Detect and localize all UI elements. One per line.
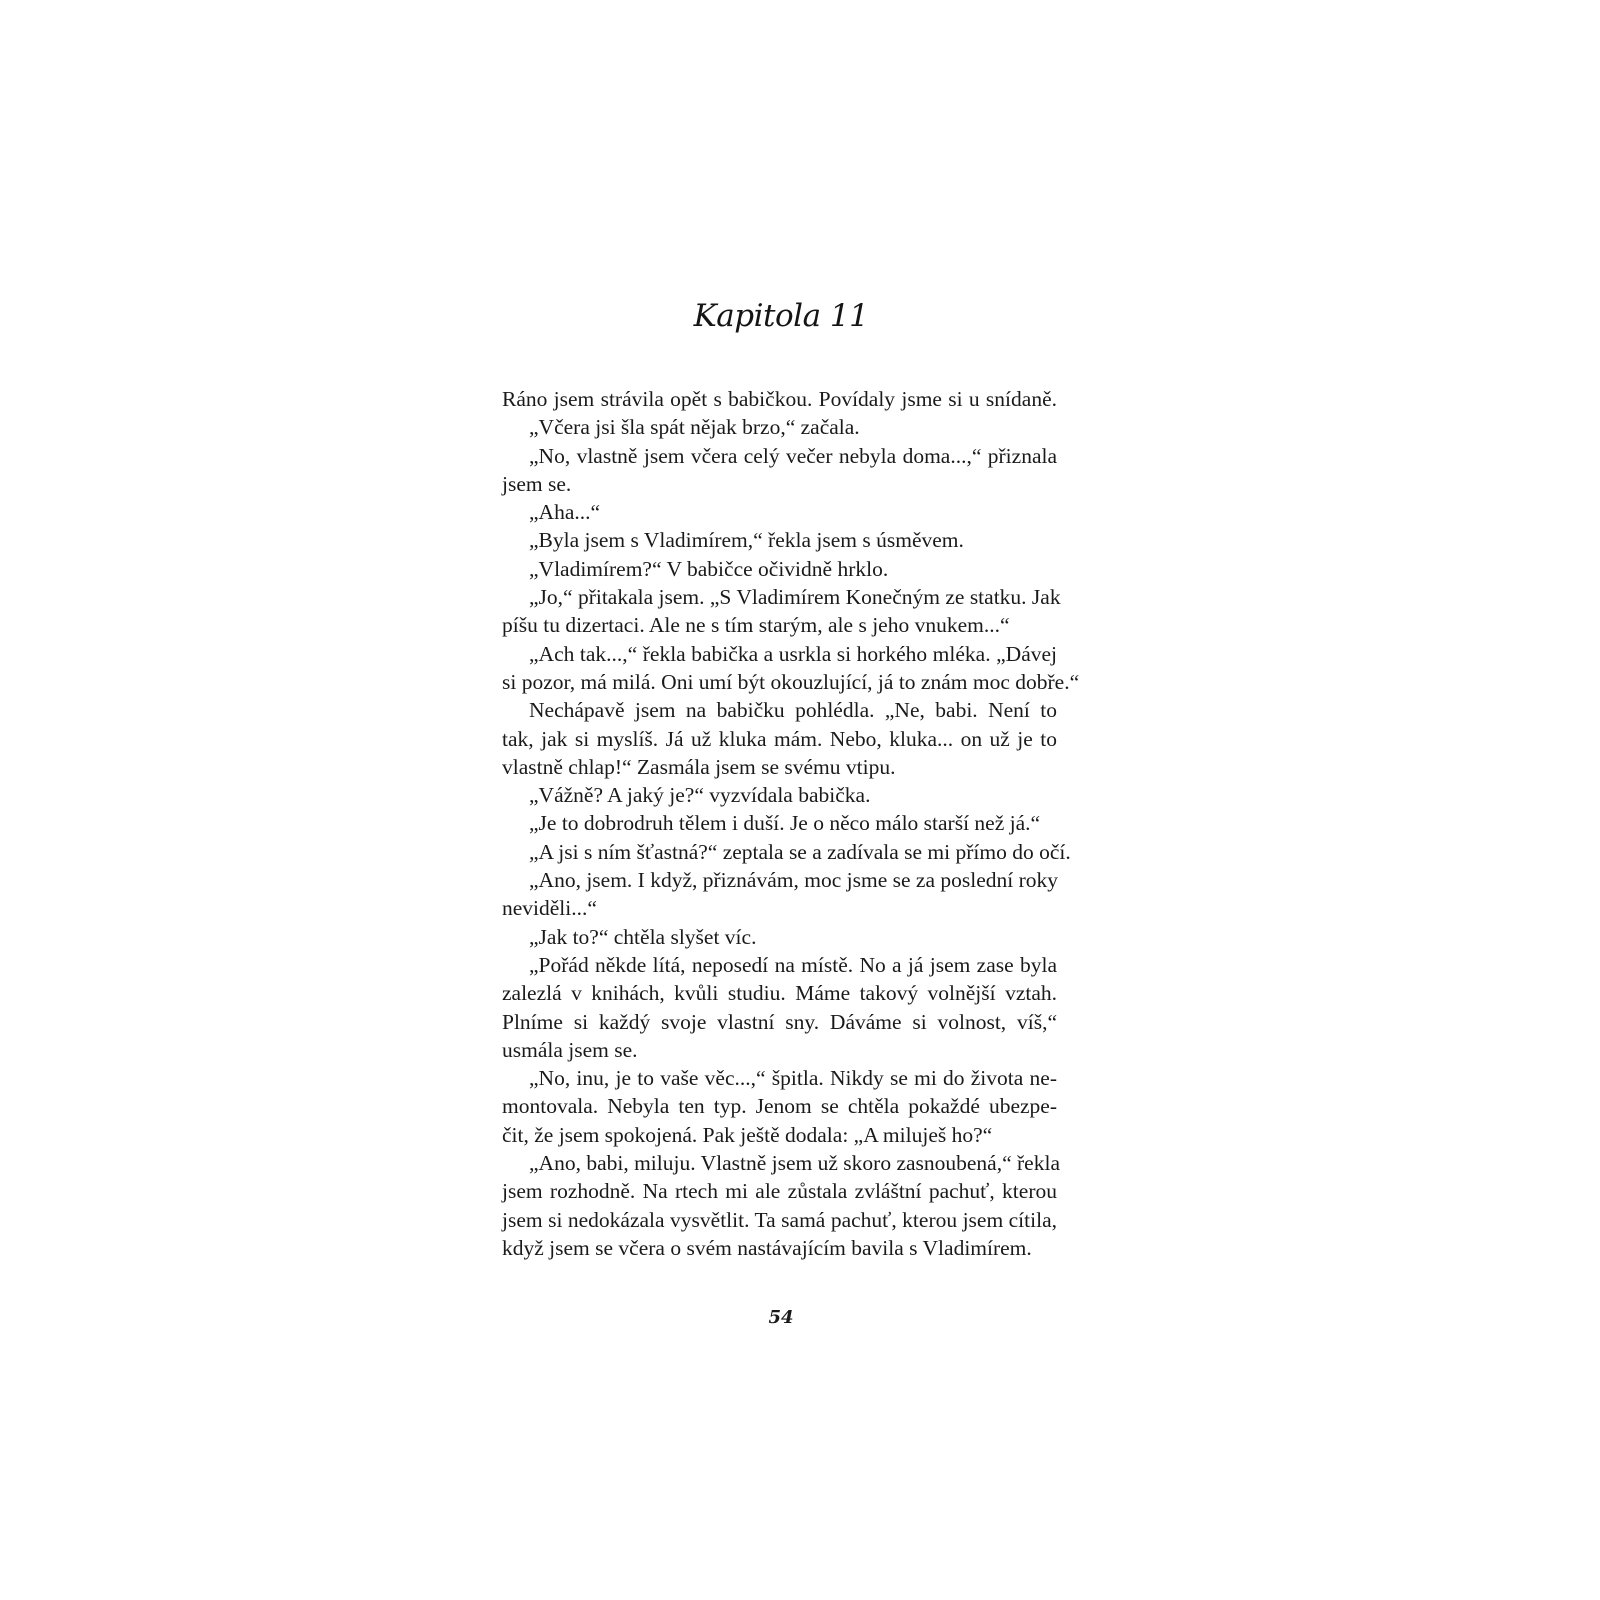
page-number: 54 xyxy=(768,1307,794,1328)
text-line: „Ano, jsem. I když, přiznávám, moc jsme se za poslední roky xyxy=(529,868,1058,893)
text-line: „Včera jsi šla spát nějak brzo,“ začala. xyxy=(529,415,860,440)
text-line: montovala. Nebyla ten typ. Jenom se chtěla pokaždé ubezpe- xyxy=(502,1094,1057,1119)
text-line: když jsem se včera o svém nastávajícím bavila s Vladimírem. xyxy=(502,1235,1032,1260)
body-text xyxy=(502,385,1080,1262)
text-line: Nechápavě jsem na babičku pohlédla. „Ne, babi. Není to xyxy=(529,698,1057,723)
text-line: neviděli...“ xyxy=(502,896,597,921)
text-line: usmála jsem se. xyxy=(502,1037,638,1062)
text-line: Ráno jsem strávila opět s babičkou. Povídaly jsme si u snídaně. xyxy=(502,387,1057,411)
text-line: „Je to dobrodruh tělem i duší. Je o něco málo starší než já.“ xyxy=(529,811,1041,836)
text-line: si pozor, má milá. Oni umí být okouzlující, já to znám moc dobře.“ xyxy=(502,669,1080,694)
text-line: zalezlá v knihách, kvůli studiu. Máme takový volnější vztah. xyxy=(502,981,1057,1006)
text-line: píšu tu dizertaci. Ale ne s tím starým, ale s jeho vnukem...“ xyxy=(502,613,1010,638)
text-line: „Vážně? A jaký je?“ vyzvídala babička. xyxy=(529,783,871,808)
text-line: „No, vlastně jsem včera celý večer nebyla doma...,“ přiznala xyxy=(529,443,1057,468)
text-line: „No, inu, je to vaše věc...,“ špitla. Nikdy se mi do života ne- xyxy=(529,1066,1057,1091)
text-line: „Jo,“ přitakala jsem. „S Vladimírem Konečným ze statku. Jak xyxy=(529,585,1061,610)
text-line: „Vladimírem?“ V babičce očividně hrklo. xyxy=(529,556,889,581)
text-line: jsem se. xyxy=(502,471,572,496)
text-line: čit, že jsem spokojená. Pak ještě dodala: „A miluješ ho?“ xyxy=(502,1122,993,1147)
text-line: „Ach tak...,“ řekla babička a usrkla si horkého mléka. „Dávej xyxy=(529,641,1057,666)
chapter-title: Kapitola 11 xyxy=(693,298,869,334)
text-line: „Pořád někde lítá, neposedí na místě. No a já jsem zase byla xyxy=(529,952,1057,977)
text-line: „Ano, babi, miluju. Vlastně jsem už skoro zasnoubená,“ řekla xyxy=(529,1151,1060,1176)
text-line: vlastně chlap!“ Zasmála jsem se svému vtipu. xyxy=(502,754,896,779)
text-line: jsem si nedokázala vysvětlit. Ta samá pachuť, kterou jsem cítila, xyxy=(502,1207,1057,1232)
text-line: tak, jak si myslíš. Já už kluka mám. Nebo, kluka... on už je to xyxy=(502,726,1057,751)
text-line: „Jak to?“ chtěla slyšet víc. xyxy=(529,924,757,949)
text-line: „A jsi s ním šťastná?“ zeptala se a zadívala se mi přímo do očí. xyxy=(529,839,1071,864)
text-line: jsem rozhodně. Na rtech mi ale zůstala zvláštní pachuť, kterou xyxy=(502,1179,1057,1204)
text-line: „Aha...“ xyxy=(529,500,601,525)
text-line: Plníme si každý svoje vlastní sny. Dáváme si volnost, víš,“ xyxy=(502,1009,1057,1034)
text-line: „Byla jsem s Vladimírem,“ řekla jsem s úsměvem. xyxy=(529,528,964,553)
